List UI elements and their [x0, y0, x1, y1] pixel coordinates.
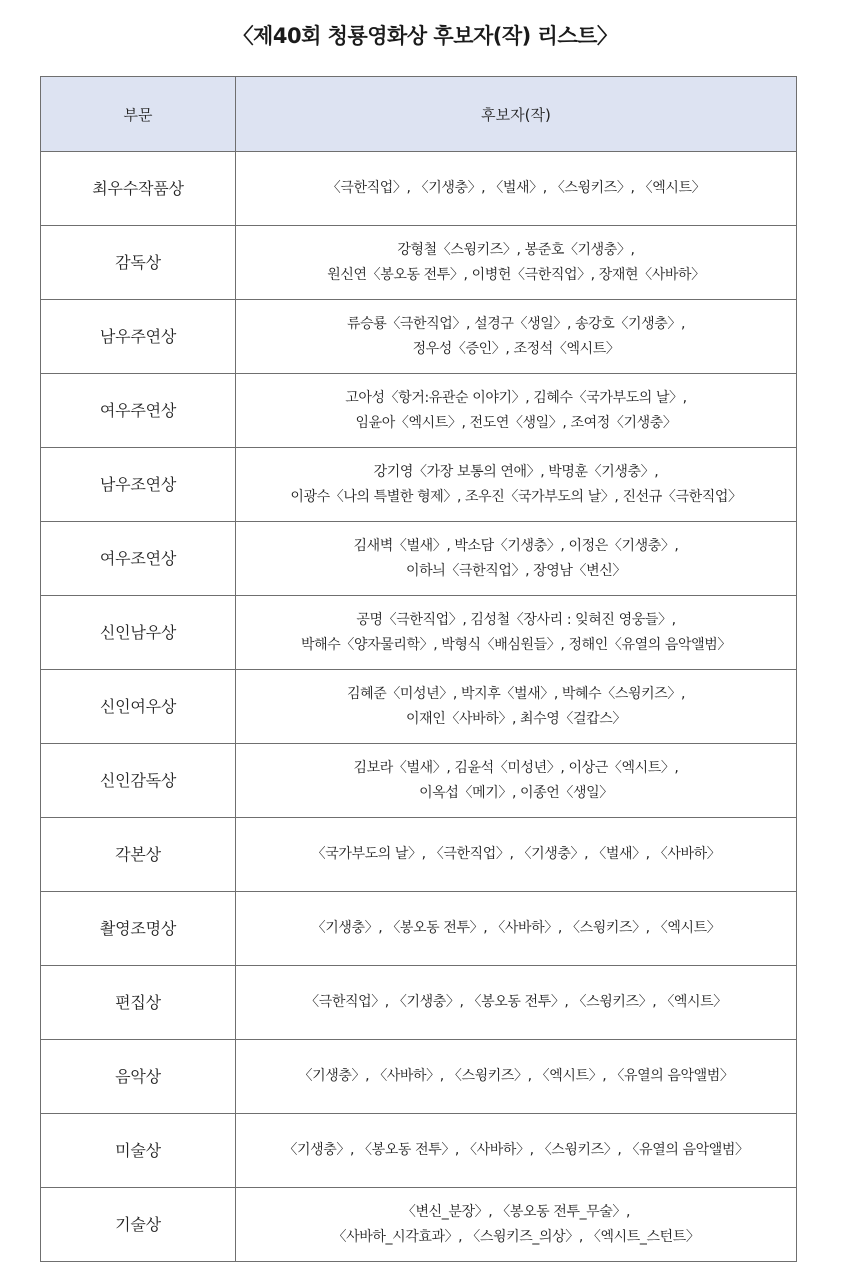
- table-row: [41, 374, 797, 448]
- nominees-line: 〈사바하_시각효과〉, 〈스윙키즈_의상〉, 〈엑시트_스턴트〉: [332, 1228, 700, 1245]
- table-row: [41, 226, 797, 300]
- nominees-cell: [236, 226, 797, 300]
- category-cell: 미술상: [41, 1114, 236, 1188]
- category-cell: 신인여우상: [41, 670, 236, 744]
- nominees-line: 〈국가부도의 날〉, 〈극한직업〉, 〈기생충〉, 〈벌새〉, 〈사바하〉: [311, 846, 721, 862]
- category-cell: 감독상: [41, 226, 236, 300]
- nominees-line: 류승룡〈극한직업〉, 설경구〈생일〉, 송강호〈기생충〉,: [346, 315, 686, 332]
- nominees-line: 〈극한직업〉, 〈기생충〉, 〈벌새〉, 〈스윙키즈〉, 〈엑시트〉: [326, 180, 706, 196]
- nominees-line: 원신연〈봉오동 전투〉, 이병헌〈극한직업〉, 장재현〈사바하〉: [327, 266, 705, 283]
- category-column-header: 부문: [41, 77, 236, 152]
- nominees-cell: [236, 300, 797, 374]
- table-row: [41, 300, 797, 374]
- category-cell: 여우조연상: [41, 522, 236, 596]
- nominees-line: 김보라〈벌새〉, 김윤석〈미성년〉, 이상근〈엑시트〉,: [353, 759, 679, 776]
- nominees-line: 김새벽〈벌새〉, 박소담〈기생충〉, 이정은〈기생충〉,: [353, 537, 679, 554]
- category-cell: 여우주연상: [41, 374, 236, 448]
- nominees-line: 〈변신_분장〉, 〈봉오동 전투_무술〉,: [401, 1203, 631, 1220]
- table-row: [41, 1040, 797, 1114]
- nominees-cell: [236, 522, 797, 596]
- nominees-line: 이광수〈나의 특별한 형제〉, 조우진〈국가부도의 날〉, 진선규〈극한직업〉: [290, 488, 742, 505]
- nominees-cell: [236, 966, 797, 1040]
- category-cell: 각본상: [41, 818, 236, 892]
- table-row: [41, 596, 797, 670]
- table-row: [41, 522, 797, 596]
- nominees-cell: [236, 744, 797, 818]
- category-cell: 남우주연상: [41, 300, 236, 374]
- nominees-cell: [236, 448, 797, 522]
- category-cell: 신인남우상: [41, 596, 236, 670]
- nominees-cell: [236, 1188, 797, 1262]
- nominees-line: 〈기생충〉, 〈봉오동 전투〉, 〈사바하〉, 〈스윙키즈〉, 〈유열의 음악앨범〉: [283, 1142, 749, 1158]
- category-cell: 남우조연상: [41, 448, 236, 522]
- category-cell: 촬영조명상: [41, 892, 236, 966]
- nominees-line: 〈극한직업〉, 〈기생충〉, 〈봉오동 전투〉, 〈스윙키즈〉, 〈엑시트〉: [305, 994, 727, 1010]
- table-header-row: [41, 77, 797, 152]
- nominees-line: 이재인〈사바하〉, 최수영〈걸캅스〉: [406, 710, 626, 727]
- table-row: [41, 744, 797, 818]
- nominees-line: 공명〈극한직업〉, 김성철〈장사리 : 잊혀진 영웅들〉,: [356, 611, 676, 628]
- nominees-cell: [236, 892, 797, 966]
- nominees-cell: [236, 1040, 797, 1114]
- nominees-line: 임윤아〈엑시트〉, 전도연〈생일〉, 조여정〈기생충〉: [355, 414, 677, 431]
- nominees-line: 김혜준〈미성년〉, 박지후〈벌새〉, 박혜수〈스윙키즈〉,: [346, 685, 686, 702]
- table-row: [41, 966, 797, 1040]
- category-cell: 기술상: [41, 1188, 236, 1262]
- category-cell: 음악상: [41, 1040, 236, 1114]
- table-row: [41, 670, 797, 744]
- nominees-table: [40, 76, 797, 1262]
- nominees-line: 〈기생충〉, 〈사바하〉, 〈스윙키즈〉, 〈엑시트〉, 〈유열의 음악앨범〉: [298, 1068, 734, 1084]
- table-row: [41, 1114, 797, 1188]
- nominees-line: 고아성〈항거:유관순 이야기〉, 김혜수〈국가부도의 날〉,: [345, 389, 687, 406]
- table-row: [41, 818, 797, 892]
- table-row: [41, 152, 797, 226]
- category-cell: 편집상: [41, 966, 236, 1040]
- table-row: [41, 892, 797, 966]
- nominees-cell: [236, 670, 797, 744]
- nominees-line: 정우성〈증인〉, 조정석〈엑시트〉: [412, 340, 620, 357]
- nominees-cell: [236, 1114, 797, 1188]
- nominees-cell: [236, 596, 797, 670]
- page-title: 〈제40회 청룡영화상 후보자(작) 리스트〉: [232, 24, 618, 48]
- nominees-cell: [236, 152, 797, 226]
- nominees-column-header: 후보자(작): [236, 77, 797, 152]
- nominees-line: 이하늬〈극한직업〉, 장영남〈변신〉: [406, 562, 626, 579]
- nominees-line: 강기영〈가장 보통의 연애〉, 박명훈〈기생충〉,: [373, 463, 659, 480]
- category-cell: 신인감독상: [41, 744, 236, 818]
- nominees-cell: [236, 374, 797, 448]
- table-row: [41, 448, 797, 522]
- table-row: [41, 1188, 797, 1262]
- nominees-line: 박해수〈양자물리학〉, 박형식〈배심원들〉, 정해인〈유열의 음악앨범〉: [301, 636, 731, 653]
- category-cell: 최우수작품상: [41, 152, 236, 226]
- nominees-line: 이옥섭〈메기〉, 이종언〈생일〉: [419, 784, 613, 801]
- nominees-line: 강형철〈스윙키즈〉, 봉준호〈기생충〉,: [397, 241, 635, 258]
- nominees-cell: [236, 818, 797, 892]
- nominees-line: 〈기생충〉, 〈봉오동 전투〉, 〈사바하〉, 〈스윙키즈〉, 〈엑시트〉: [311, 920, 721, 936]
